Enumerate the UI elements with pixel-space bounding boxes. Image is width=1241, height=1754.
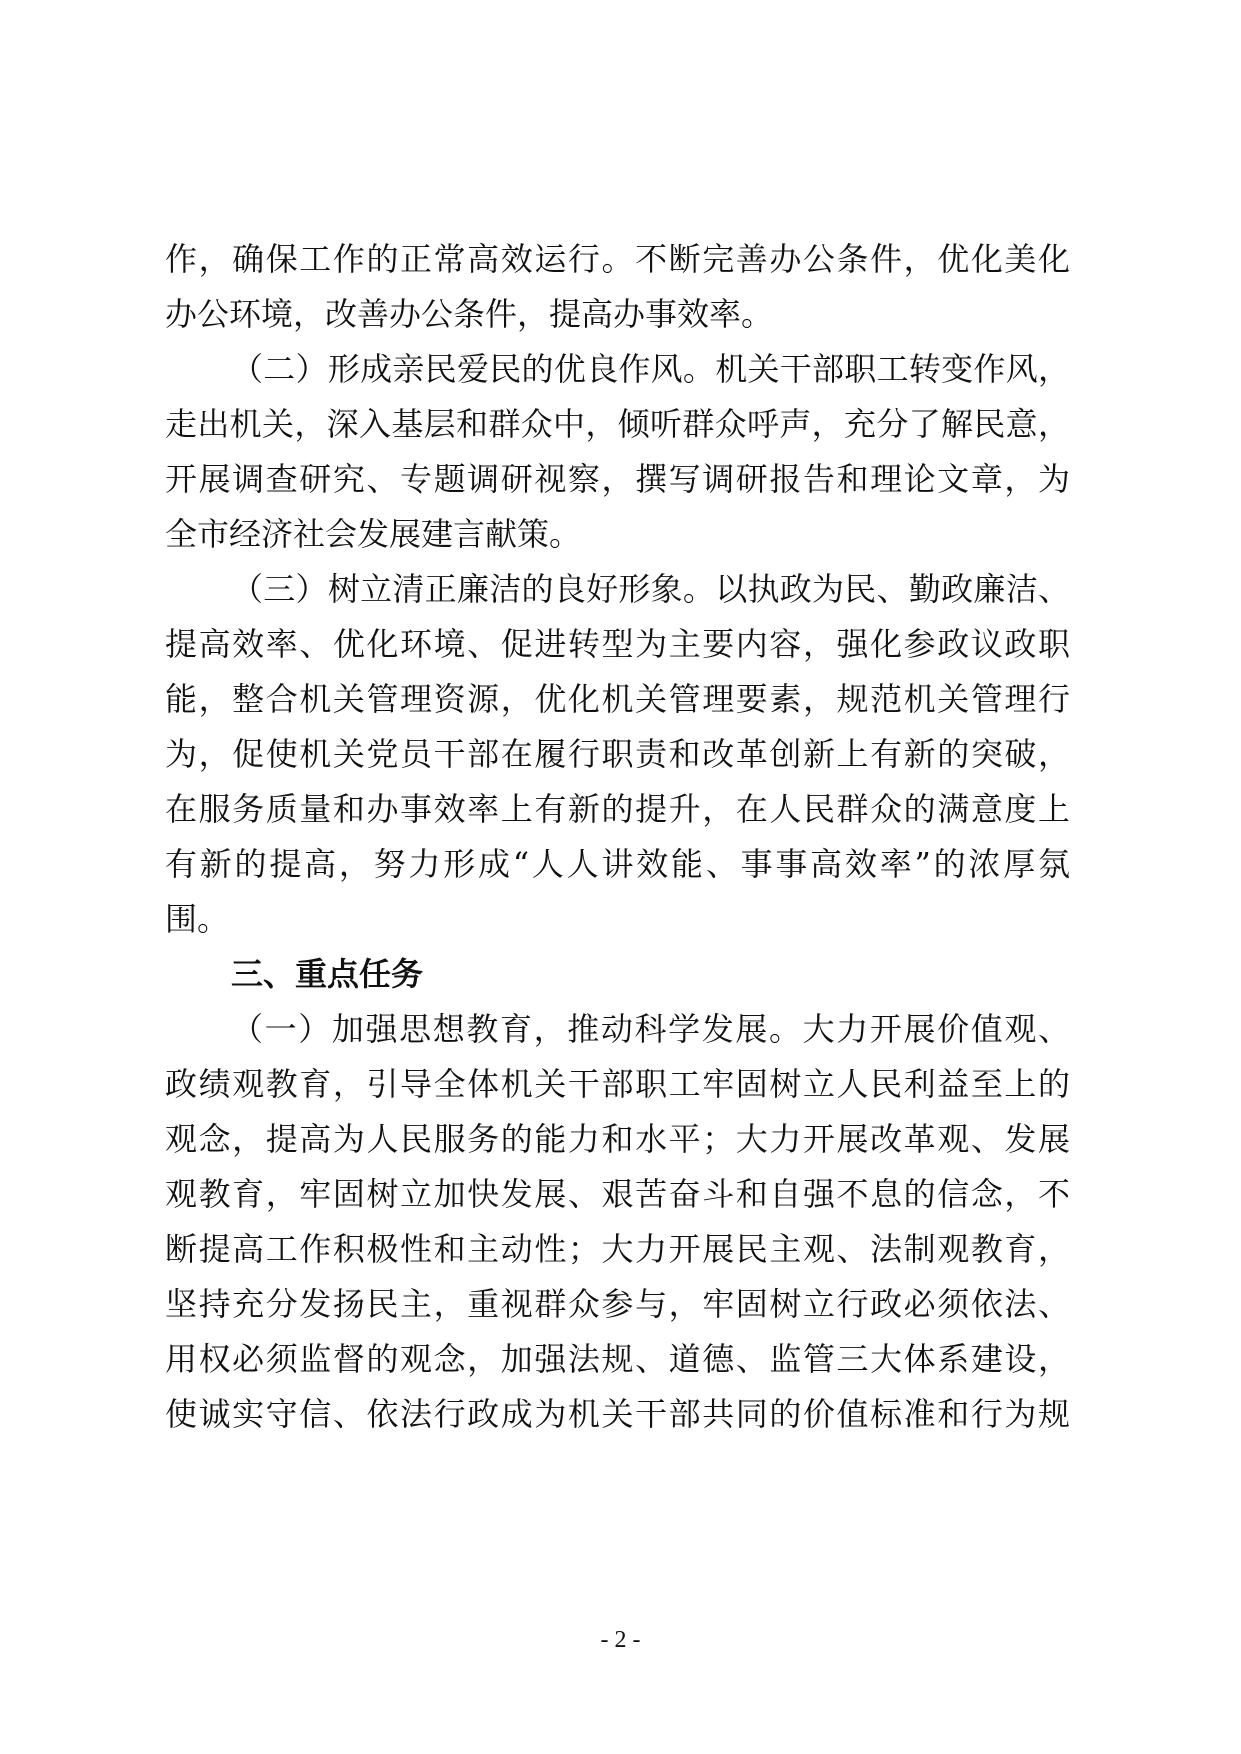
body-text-line: 为，促使机关党员干部在履行职责和改革创新上有新的突破， (165, 735, 1070, 773)
body-text-line: 坚持充分发扬民主，重视群众参与，牢固树立行政必须依法、 (165, 1285, 1070, 1323)
body-text-line: 提高效率、优化环境、促进转型为主要内容，强化参政议政职 (165, 625, 1070, 663)
paragraph-two-heading-line: （二）形成亲民爱民的优良作风。机关干部职工转变作风， (231, 350, 1070, 388)
page-number: - 2 - (600, 1627, 641, 1653)
body-text-line: 全市经济社会发展建言献策。 (165, 515, 582, 553)
body-text-line: 断提高工作积极性和主动性；大力开展民主观、法制观教育， (165, 1230, 1070, 1268)
body-text-line: 使诚实守信、依法行政成为机关干部共同的价值标准和行为规 (165, 1395, 1070, 1433)
body-text-line: 政绩观教育，引导全体机关干部职工牢固树立人民利益至上的 (165, 1065, 1070, 1103)
body-text-line: 走出机关，深入基层和群众中，倾听群众呼声，充分了解民意， (165, 405, 1070, 443)
paragraph-one-heading-line: （一）加强思想教育，推动科学发展。大力开展价值观、 (231, 1010, 1070, 1048)
paragraph-three-heading-line: （三）树立清正廉洁的良好形象。以执政为民、勤政廉洁、 (231, 570, 1070, 608)
body-text-line: 能，整合机关管理资源，优化机关管理要素，规范机关管理行 (165, 680, 1070, 718)
body-text-line: 开展调查研究、专题调研视察，撰写调研报告和理论文章，为 (165, 460, 1070, 498)
body-text-line: 在服务质量和办事效率上有新的提升，在人民群众的满意度上 (165, 790, 1070, 828)
body-text-line: 围。 (165, 900, 230, 938)
section-heading: 三、重点任务 (231, 955, 424, 993)
body-text-line: 观念，提高为人民服务的能力和水平；大力开展改革观、发展 (165, 1120, 1070, 1158)
body-text-line: 作，确保工作的正常高效运行。不断完善办公条件，优化美化 (165, 240, 1070, 278)
body-text-line: 有新的提高，努力形成“人人讲效能、事事高效率”的浓厚氛 (165, 845, 1070, 883)
body-text-line: 办公环境，改善办公条件，提高办事效率。 (165, 295, 774, 333)
body-text-line: 用权必须监督的观念，加强法规、道德、监管三大体系建设， (165, 1340, 1070, 1378)
body-text-line: 观教育，牢固树立加快发展、艰苦奋斗和自强不息的信念，不 (165, 1175, 1070, 1213)
